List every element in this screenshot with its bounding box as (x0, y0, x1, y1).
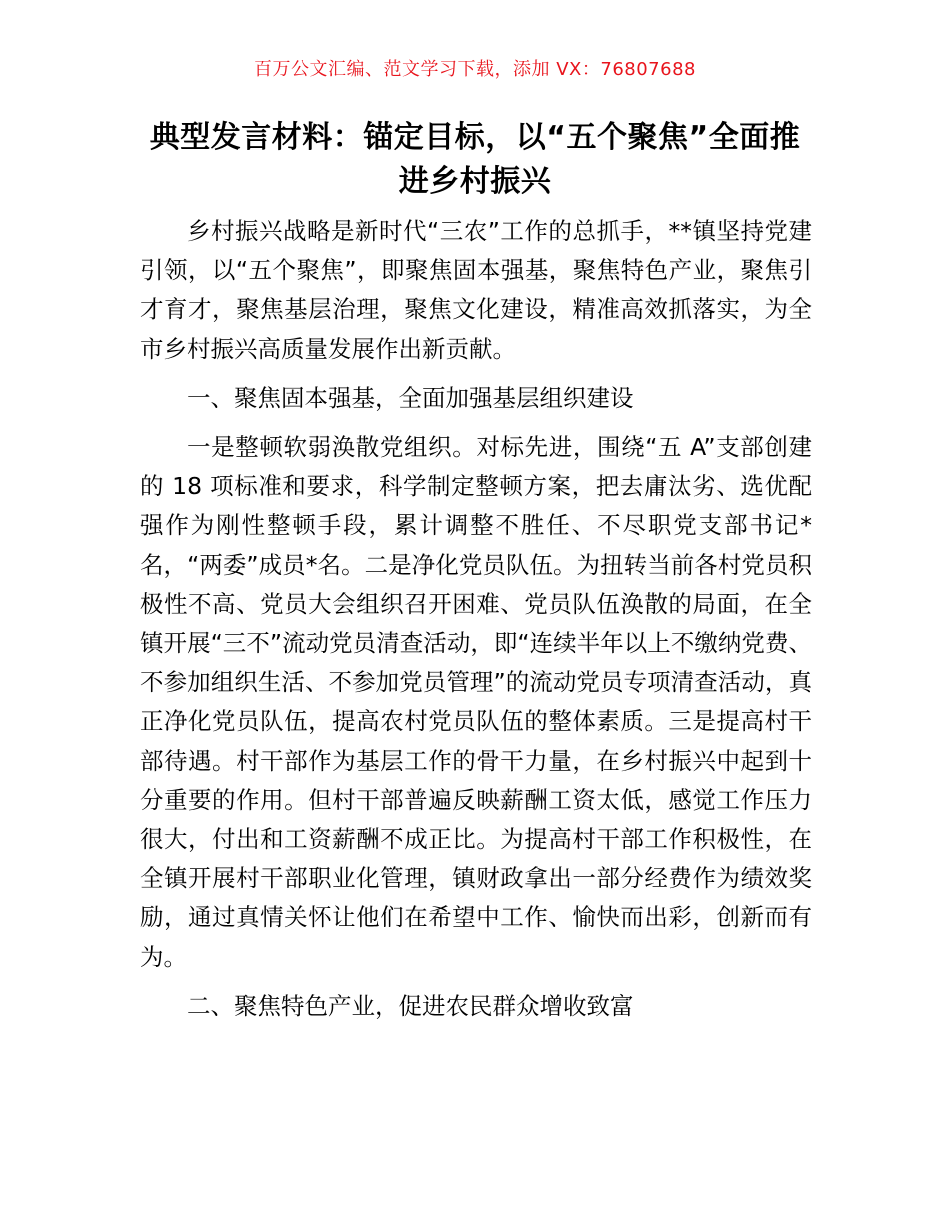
intro-paragraph: 乡村振兴战略是新时代“三农”工作的总抓手，**镇坚持党建引领，以“五个聚焦”，即聚焦固本强基，聚焦特色产业，聚焦引才育才，聚焦基层治理，聚焦文化建设，精准高效抓落实，为全市乡村振兴高质量发展作出新贡献。 (140, 217, 812, 363)
document-body (140, 212, 812, 1036)
section-1-paragraph: 一是整顿软弱涣散党组织。对标先进，围绕“五 A”支部创建的 18 项标准和要求，科学制定整顿方案，把去庸汰劣、选优配强作为刚性整顿手段，累计调整不胜任、不尽职党支部书记*名，“两委”成员*名。二是净化党员队伍。为扭转当前各村党员积极性不高、党员大会组织召开困难、党员队伍涣散的局面，在全镇开展“三不”流动党员清查活动，即“连续半年以上不缴纳党费、不参加组织生活、不参加党员管理”的流动党员专项清查活动，真正净化党员队伍，提高农村党员队伍的整体素质。三是提高村干部待遇。村干部作为基层工作的骨干力量，在乡村振兴中起到十分重要的作用。但村干部普遍反映薪酬工资太低，感觉工作压力很大，付出和工资薪酬不成正比。为提高村干部工作积极性，在全镇开展村干部职业化管理，镇财政拿出一部分经费作为绩效奖励，通过真情关怀让他们在希望中工作、愉快而出彩，创新而有为。 (140, 433, 812, 971)
section-1-heading: 一、聚焦固本强基，全面加强基层组织建设 (187, 383, 634, 412)
document-title: 典型发言材料：锚定目标，以“五个聚焦”全面推进乡村振兴 (149, 120, 801, 199)
section-2-heading: 二、聚焦特色产业，促进农民群众增收致富 (187, 991, 634, 1020)
watermark-header: 百万公文汇编、范文学习下载，添加 VX：76807688 (254, 59, 696, 80)
